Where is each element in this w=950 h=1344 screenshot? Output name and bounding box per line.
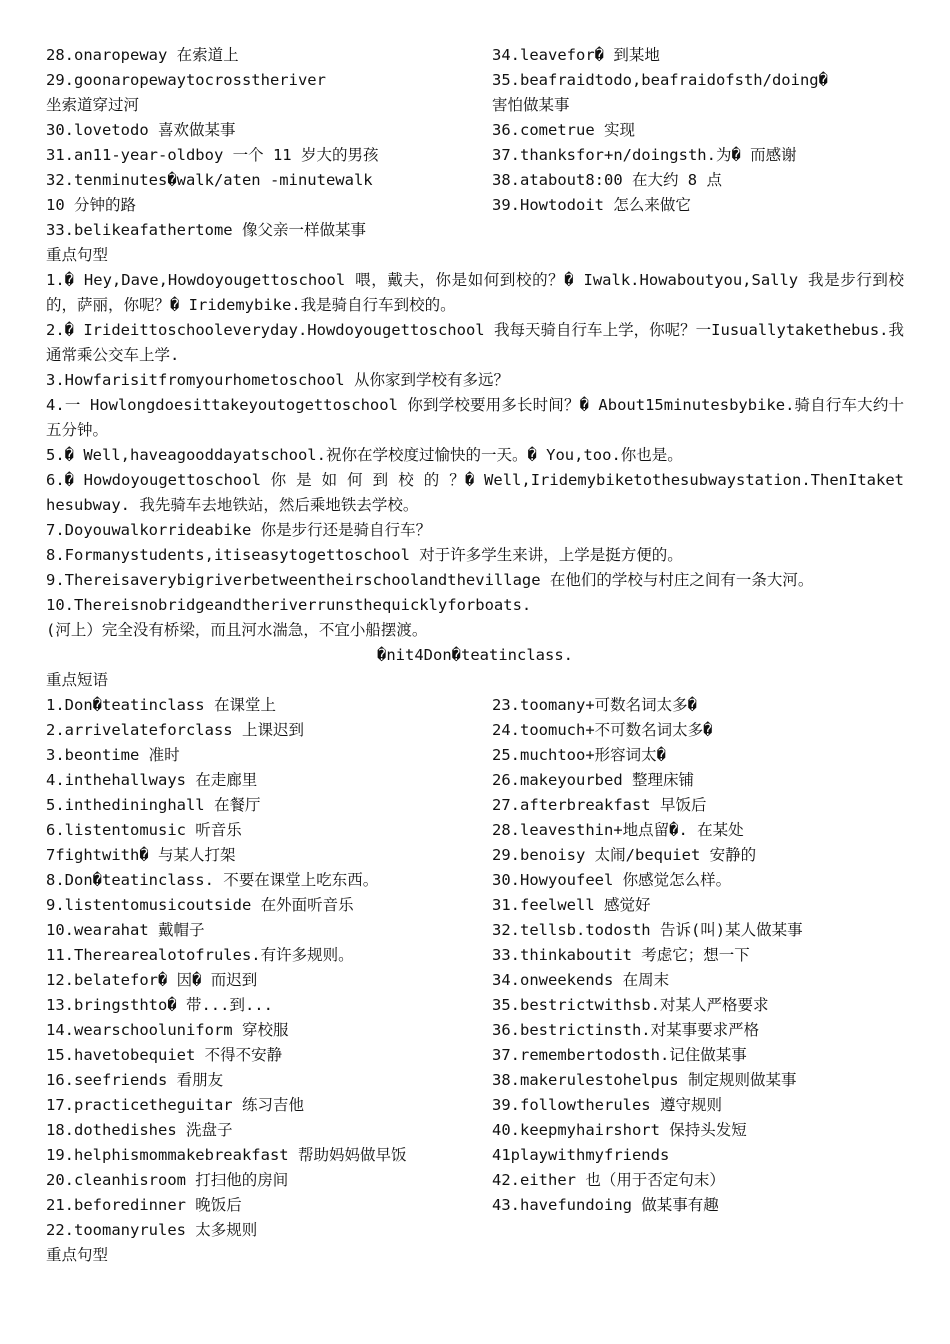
sentence-item: 10.Thereisnobridgeandtheriverrunsthequicklyforboats. [46, 596, 532, 614]
list-item: 18.dothedishes 洗盘子 [46, 1121, 233, 1139]
list-item: 23.toomany+可数名词太多� [492, 696, 697, 714]
list-item: 38.makerulestohelpus 制定规则做某事 [492, 1071, 797, 1089]
list-item: 4.inthehallways 在走廊里 [46, 771, 258, 789]
list-item: 31.feelwell 感觉好 [492, 896, 651, 914]
phrases-left-column [46, 693, 492, 1243]
list-item: 24.toomuch+不可数名词太多� [492, 721, 713, 739]
list-item: 33.thinkaboutit 考虑它；想一下 [492, 946, 750, 964]
top-phrase-columns [46, 43, 904, 243]
list-item: 26.makeyourbed 整理床铺 [492, 771, 694, 789]
top-left-column [46, 43, 492, 243]
sentence-item: 9.Thereisaverybigriverbetweentheirschoolandthevillage 在他们的学校与村庄之间有一条大河。 [46, 571, 814, 589]
sentence-item: (河上）完全没有桥梁，而且河水湍急，不宜小船摆渡。 [46, 621, 428, 639]
list-item: 29.benoisy 太闹/bequiet 安静的 [492, 846, 757, 864]
list-item: 34.onweekends 在周末 [492, 971, 670, 989]
sentence-item: 5.� Well,haveagooddayatschool.祝你在学校度过愉快的一天。� You,too.你也是。 [46, 446, 683, 464]
section-heading-key-sentences-2: 重点句型 [46, 1246, 109, 1264]
list-item: 37.thanksfor+n/doingsth.为� 而感谢 [492, 146, 797, 164]
phrases-right-column [492, 693, 904, 1243]
list-item: 39.Howtodoit 怎么来做它 [492, 196, 691, 214]
top-right-column [492, 43, 904, 243]
list-item: 42.either 也（用于否定句末） [492, 1171, 725, 1189]
list-item: 6.listentomusic 听音乐 [46, 821, 242, 839]
list-item: 28.onaropeway 在索道上 [46, 46, 239, 64]
list-item: 30.Howyoufeel 你感觉怎么样。 [492, 871, 732, 889]
list-item: 28.leavesthin+地点留�. 在某处 [492, 821, 744, 839]
list-item: 25.muchtoo+形容词太� [492, 746, 666, 764]
list-item: 41playwithmyfriends [492, 1146, 670, 1164]
list-item: 12.belatefor� 因� 而迟到 [46, 971, 258, 989]
list-item: 38.atabout8:00 在大约 8 点 [492, 171, 722, 189]
list-item: 10 分钟的路 [46, 196, 136, 214]
sentence-item: 8.Formanystudents,itiseasytogettoschool 对于许多学生来讲，上学是挺方便的。 [46, 546, 683, 564]
list-item: 31.an11-year-oldboy 一个 11 岁大的男孩 [46, 146, 379, 164]
list-item: 9.listentomusicoutside 在外面听音乐 [46, 896, 354, 914]
sentence-item: 3.Howfarisitfromyourhometoschool 从你家到学校有多远？ [46, 371, 509, 389]
list-item: 35.beafraidtodo,beafraidofsth/doing� [492, 71, 828, 89]
list-item: 13.bringsthto� 带...到... [46, 996, 273, 1014]
list-item: 10.wearahat 戴帽子 [46, 921, 205, 939]
list-item: 22.toomanyrules 太多规则 [46, 1221, 258, 1239]
list-item: 30.lovetodo 喜欢做某事 [46, 121, 236, 139]
list-item: 11.Therearealotofrules.有许多规则。 [46, 946, 354, 964]
list-item: 35.bestrictwithsb.对某人严格要求 [492, 996, 769, 1014]
list-item: 害怕做某事 [492, 96, 570, 114]
list-item: 43.havefundoing 做某事有趣 [492, 1196, 719, 1214]
phrase-columns [46, 693, 904, 1243]
list-item: 21.beforedinner 晚饭后 [46, 1196, 242, 1214]
sentence-item: 2.� Irideittoschooleveryday.Howdoyougettoschool 我每天骑自行车上学，你呢？一Iusuallytakethebus.我通常乘公交车上学. [46, 321, 904, 364]
list-item: 37.remembertodosth.记住做某事 [492, 1046, 747, 1064]
section-heading-key-phrases: 重点短语 [46, 671, 109, 689]
list-item: 40.keepmyhairshort 保持头发短 [492, 1121, 747, 1139]
list-item: 36.cometrue 实现 [492, 121, 635, 139]
section-heading-key-sentences: 重点句型 [46, 246, 109, 264]
list-item: 39.followtherules 遵守规则 [492, 1096, 722, 1114]
sentence-item: 4.一 Howlongdoesittakeyoutogettoschool 你到学校要用多长时间？� About15minutesbybike.骑自行车大约十五分钟。 [46, 396, 904, 439]
list-item: 8.Don�teatinclass. 不要在课堂上吃东西。 [46, 871, 379, 889]
document-page [46, 43, 904, 1268]
list-item: 34.leavefor� 到某地 [492, 46, 660, 64]
list-item: 5.inthedininghall 在餐厅 [46, 796, 261, 814]
list-item: 29.goonaropewaytocrosstheriver [46, 71, 326, 89]
sentence-list [46, 268, 904, 643]
list-item: 坐索道穿过河 [46, 96, 140, 114]
list-item: 2.arrivelateforclass 上课迟到 [46, 721, 304, 739]
list-item: 32.tellsb.todosth 告诉(叫)某人做某事 [492, 921, 803, 939]
list-item: 36.bestrictinsth.对某事要求严格 [492, 1021, 760, 1039]
list-item: 20.cleanhisroom 打扫他的房间 [46, 1171, 289, 1189]
unit-title: �nit4Don�teatinclass. [377, 646, 573, 664]
list-item: 32.tenminutes�walk/aten -minutewalk [46, 171, 373, 189]
list-item: 27.afterbreakfast 早饭后 [492, 796, 707, 814]
list-item: 14.wearschooluniform 穿校服 [46, 1021, 289, 1039]
list-item: 15.havetobequiet 不得不安静 [46, 1046, 283, 1064]
list-item: 17.practicetheguitar 练习吉他 [46, 1096, 304, 1114]
list-item: 16.seefriends 看朋友 [46, 1071, 224, 1089]
sentence-item: 7.Doyouwalkorrideabike 你是步行还是骑自行车？ [46, 521, 432, 539]
list-item: 3.beontime 准时 [46, 746, 180, 764]
list-item: 1.Don�teatinclass 在课堂上 [46, 696, 276, 714]
list-item: 7fightwith� 与某人打架 [46, 846, 236, 864]
sentence-item: 1.� Hey,Dave,Howdoyougettoschool 喂，戴夫，你是如何到校的？� Iwalk.Howaboutyou,Sally 我是步行到校的，萨丽，你呢？� Iridemybike.我是骑自行车到校的。 [46, 271, 904, 314]
sentence-item: 6.� Howdoyougettoschool 你 是 如 何 到 校 的 ？� Well,Iridemybiketothesubwaystation.ThenItakethesubway. 我先骑车去地铁站，然后乘地铁去学校。 [46, 471, 904, 514]
list-item: 33.belikeafathertome 像父亲一样做某事 [46, 221, 366, 239]
list-item: 19.helphismommakebreakfast 帮助妈妈做早饭 [46, 1146, 407, 1164]
